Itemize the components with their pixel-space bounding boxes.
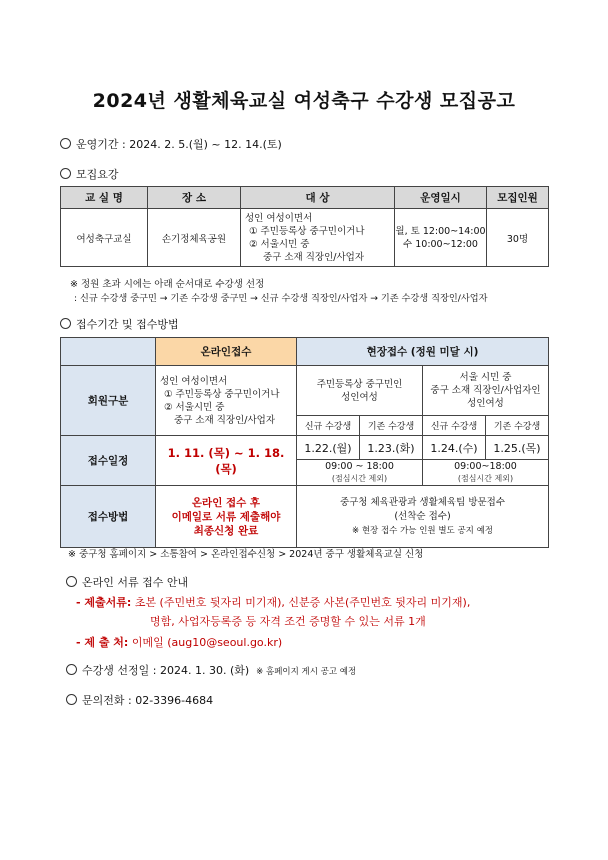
- class-target: 성인 여성이면서 ① 주민등록상 중구민이거나 ② 서울시민 중 중구 소재 직장인/사업자: [241, 209, 395, 267]
- circle-bullet-icon: [66, 694, 77, 705]
- sub-header-new-a: 신규 수강생: [297, 416, 360, 436]
- circle-bullet-icon: [66, 576, 77, 587]
- sub-header-old-b: 기존 수강생: [486, 416, 549, 436]
- recruit-order: : 신규 수강생 중구민 → 기존 수강생 중구민 → 신규 수강생 직장인/사업자 → 기존 수강생 직장인/사업자: [74, 293, 488, 304]
- apply-table: [60, 337, 549, 548]
- col-header-target: 대 상: [241, 187, 395, 209]
- circle-bullet-icon: [66, 664, 77, 675]
- operating-period: 운영기간 : 2024. 2. 5.(월) ~ 12. 14.(토): [60, 136, 282, 152]
- docs-submit-line2: 명함, 사업자등록증 등 자격 조건 증명할 수 있는 서류 1개: [150, 615, 426, 628]
- circle-bullet-icon: [60, 318, 71, 329]
- onsite-header: 현장접수 (정원 미달 시): [297, 338, 549, 366]
- class-name: 여성축구교실: [61, 209, 148, 267]
- onsite-time-b: 09:00~18:00 (점심시간 제외): [423, 460, 549, 486]
- col-header-time: 운영일시: [395, 187, 487, 209]
- schedule-label: 접수일정: [61, 436, 156, 486]
- apply-heading: 접수기간 및 접수방법: [60, 316, 179, 332]
- online-method: 온라인 접수 후 이메일로 서류 제출해야 최종신청 완료: [156, 486, 297, 548]
- class-count: 30명: [487, 209, 549, 267]
- docs-heading: 온라인 서류 접수 안내: [66, 574, 188, 590]
- recruit-table: [60, 186, 549, 267]
- online-header: 온라인접수: [156, 338, 297, 366]
- page-title: 2024년 생활체육교실 여성축구 수강생 모집공고: [92, 90, 516, 112]
- col-header-class: 교 실 명: [61, 187, 148, 209]
- contact-phone: 문의전화 : 02-3396-4684: [66, 692, 213, 708]
- class-time: 월, 토 12:00~14:00 수 10:00~12:00: [395, 209, 487, 267]
- onsite-target-a: 주민등록상 중구민인 성인여성: [297, 366, 423, 416]
- online-schedule: 1. 11. (목) ~ 1. 18. (목): [156, 436, 297, 486]
- docs-destination: - 제 출 처: 이메일 (aug10@seoul.go.kr): [76, 636, 283, 649]
- method-label: 접수방법: [61, 486, 156, 548]
- onsite-date: 1.25.(목): [486, 436, 549, 460]
- apply-path-note: ※ 중구청 홈페이지 > 소통참여 > 온라인접수신청 > 2024년 중구 생활체육교실 신청: [68, 549, 424, 560]
- onsite-date: 1.22.(월): [297, 436, 360, 460]
- sub-header-new-b: 신규 수강생: [423, 416, 486, 436]
- member-label: 회원구분: [61, 366, 156, 436]
- class-place: 손기정체육공원: [148, 209, 241, 267]
- recruit-note: ※ 정원 초과 시에는 아래 순서대로 수강생 선정: [70, 279, 265, 290]
- onsite-method: 중구청 체육관광과 생활체육팀 방문접수 (선착순 접수) ※ 현장 접수 가능 인원 별도 공지 예정: [297, 486, 549, 548]
- onsite-date: 1.24.(수): [423, 436, 486, 460]
- col-header-count: 모집인원: [487, 187, 549, 209]
- selection-date: 수강생 선정일 : 2024. 1. 30. (화) ※ 홈페이지 게시 공고 예정: [66, 662, 356, 678]
- circle-bullet-icon: [60, 168, 71, 179]
- onsite-target-b: 서울 시민 중 중구 소재 직장인/사업자인 성인여성: [423, 366, 549, 416]
- col-header-place: 장 소: [148, 187, 241, 209]
- onsite-time-a: 09:00 ~ 18:00 (점심시간 제외): [297, 460, 423, 486]
- recruit-heading: 모집요강: [60, 166, 119, 182]
- onsite-date: 1.23.(화): [360, 436, 423, 460]
- docs-submit-line: - 제출서류: 초본 (주민번호 뒷자리 미기재), 신분증 사본(주민번호 뒷자리 미기재),: [76, 596, 471, 609]
- circle-bullet-icon: [60, 138, 71, 149]
- online-target: 성인 여성이면서 ① 주민등록상 중구민이거나 ② 서울시민 중 중구 소재 직장인/사업자: [156, 366, 297, 436]
- sub-header-old-a: 기존 수강생: [360, 416, 423, 436]
